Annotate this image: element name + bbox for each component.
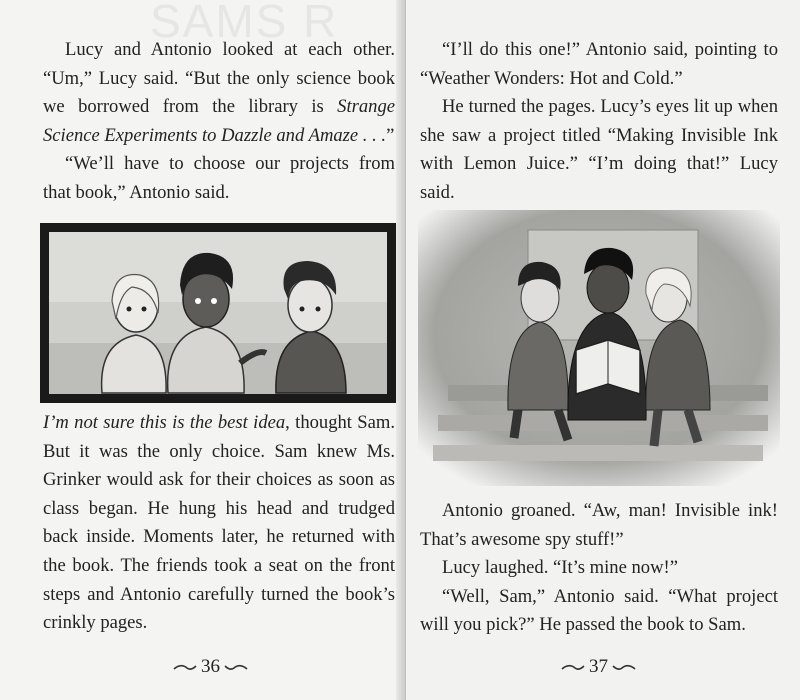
left-flourish-icon: [224, 661, 248, 673]
book-title: Strange Science Experiments to Dazzle and Amaze . . .: [43, 96, 395, 146]
right-bottom-text: [420, 497, 778, 640]
right-page-number: 37: [561, 656, 636, 678]
right-top-text: [420, 36, 778, 208]
right-paragraph-4: Lucy laughed. “It’s mine now!”: [442, 557, 678, 579]
right-flourish-icon: [612, 661, 636, 673]
illustration-kids-talking: [40, 223, 396, 403]
right-paragraph-3: Antonio groaned. “Aw, man! Invisible ink! That’s awesome spy stuff!”: [420, 500, 778, 550]
right-paragraph-2: He turned the pages. Lucy’s eyes lit up when she saw a project titled “Making Invisible Ink with Lemon Juice.” “I’m doing that!” Lucy said.: [420, 96, 778, 203]
left-page-number: 36: [173, 656, 248, 678]
right-paragraph-5: “Well, Sam,” Antonio said. “What project will you pick?” He passed the book to Sam.: [420, 585, 778, 636]
left-paragraph-2: “We’ll have to choose our projects from that book,” Antonio said.: [43, 153, 395, 203]
sam-thought: I’m not sure this is the best idea: [43, 412, 286, 433]
left-bottom-text: [43, 409, 395, 638]
bleed-through-text: SAMS R: [150, 0, 339, 47]
left-paragraph-1: Lucy and Antonio looked at each other. “Um,” Lucy said. “But the only science book we borrowed from the library is Strange Science Experiments to Dazzle and Amaze . . .”: [43, 39, 395, 146]
left-paragraph-3: I’m not sure this is the best idea, thought Sam. But it was the only choice. Sam knew Ms. Grinker would ask for their choices as soon as class began. He hung his head and trudged back inside. Moments later, he returned with the book. The friends took a seat on the front steps and Antonio carefully turned the book’s crinkly pages.: [43, 412, 396, 634]
right-paragraph-1: “I’ll do this one!” Antonio said, pointing to “Weather Wonders: Hot and Cold.”: [420, 39, 778, 89]
illustration-kids-on-steps: [418, 210, 780, 486]
left-flourish-icon: [173, 661, 197, 673]
right-page: [406, 0, 800, 700]
left-top-text: [43, 36, 395, 208]
right-flourish-icon: [561, 661, 585, 673]
